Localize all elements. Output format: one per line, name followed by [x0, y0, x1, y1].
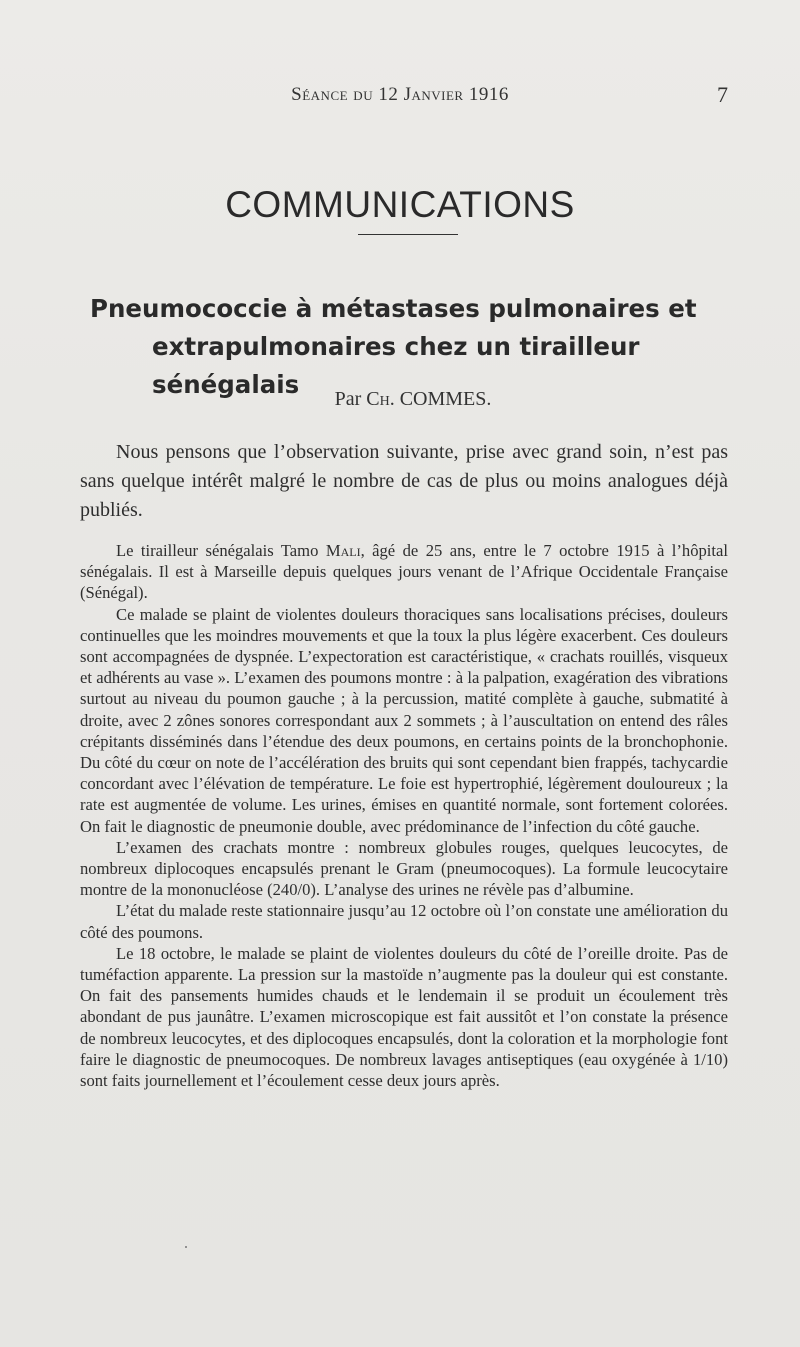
- page-number: 7: [717, 82, 728, 107]
- byline-surname: COMMES.: [394, 388, 492, 410]
- byline-initial: Ch.: [366, 388, 395, 410]
- p1-before: Le tirailleur sénégalais Tamo: [116, 541, 326, 560]
- heading-rule: [358, 234, 458, 235]
- paragraph-improvement: L’état du malade reste stationnaire jusqu’au 12 octobre où l’on constate une amélioration du côté des poumons.: [80, 901, 728, 942]
- byline-prefix: Par: [334, 388, 367, 410]
- paragraph-patient: [80, 540, 728, 604]
- intro-paragraph: Nous pensons que l’observation suivante, prise avec grand soin, n’est pas sans quelque intérêt malgré le nombre de cas de plus ou moins analogues déjà publiés.: [80, 441, 728, 521]
- article-title-line-2: extrapulmonaires chez un tirailleur sénégalais: [152, 332, 640, 399]
- byline: [0, 388, 800, 411]
- article-body: [80, 540, 728, 1091]
- paragraph-symptoms: Ce malade se plaint de violentes douleurs thoraciques sans localisations précises, douleurs continuelles que les moindres mouvements et que la toux la plus légère exacerbent. Ces douleurs sont accompagnées de dyspnée. L’expectoration est caractéristique, « crachats rouillés, visqueux et adhérents au vase ». L’examen des poumons montre : à la palpation, exagération des vibrations surtout au niveau du poumon gauche ; à la percussion, matité complète à gauche, submatité à droite, avec 2 zônes sonores correspondant aux 2 sommets ; à l’auscultation on entend des râles crépitants disséminés dans l’étendue des deux poumons, en certains points de la bronchophonie. Du côté du cœur on note de l’accélération des bruits qui sont cependant bien frappés, tachycardie concordant avec l’élévation de température. Le foie est hypertrophié, légèrement douloureux ; la rate est augmentée de volume. Les urines, émises en quantité normale, sont fortement colorées. On fait le diagnostic de pneumonie double, avec prédominance de l’infection du côté gauche.: [80, 604, 728, 836]
- article-title-line-1: Pneumococcie à métastases pulmonaires et: [90, 294, 697, 323]
- section-heading: COMMUNICATIONS: [225, 184, 575, 225]
- paragraph-sputum-exam: L’examen des crachats montre : nombreux globules rouges, quelques leucocytes, de nombreux diplocoques encapsulés prenant le Gram (pneumocoques). La formule leucocytaire montre de la mononucléose (240/0). L’analyse des urines ne révèle pas d’albumine.: [80, 837, 728, 900]
- paragraph-ear: Le 18 octobre, le malade se plaint de violentes douleurs du côté de l’oreille droite. Pas de tuméfaction apparente. La pression sur la mastoïde n’augmente pas la douleur qui est constante. On fait des pansements humides chauds et le lendemain il se produit un écoulement très abondant de pus jaunâtre. L’examen microscopique est fait aussitôt et l’on constate la présence de nombreux leucocytes, et des diplocoques encapsulés, dont la coloration et la morphologie font faire le diagnostic de pneumocoques. De nombreux lavages antiseptiques (eau oxygénée à 1/10) sont faits journellement et l’écoulement cesse deux jours après.: [80, 943, 728, 1091]
- running-head: [0, 84, 800, 114]
- article-title: [90, 290, 740, 404]
- paper-speck: [185, 1246, 187, 1248]
- p1-after: , âgé de 25 ans, entre le 7 octobre 1915 à l’hôpital sénégalais. Il est à Marseille depuis quelques jours venant de l’Afrique Occidentale Française (Sénégal).: [80, 541, 728, 603]
- running-title: Séance du 12 Janvier 1916: [291, 84, 509, 105]
- patient-name: Mali: [325, 541, 361, 560]
